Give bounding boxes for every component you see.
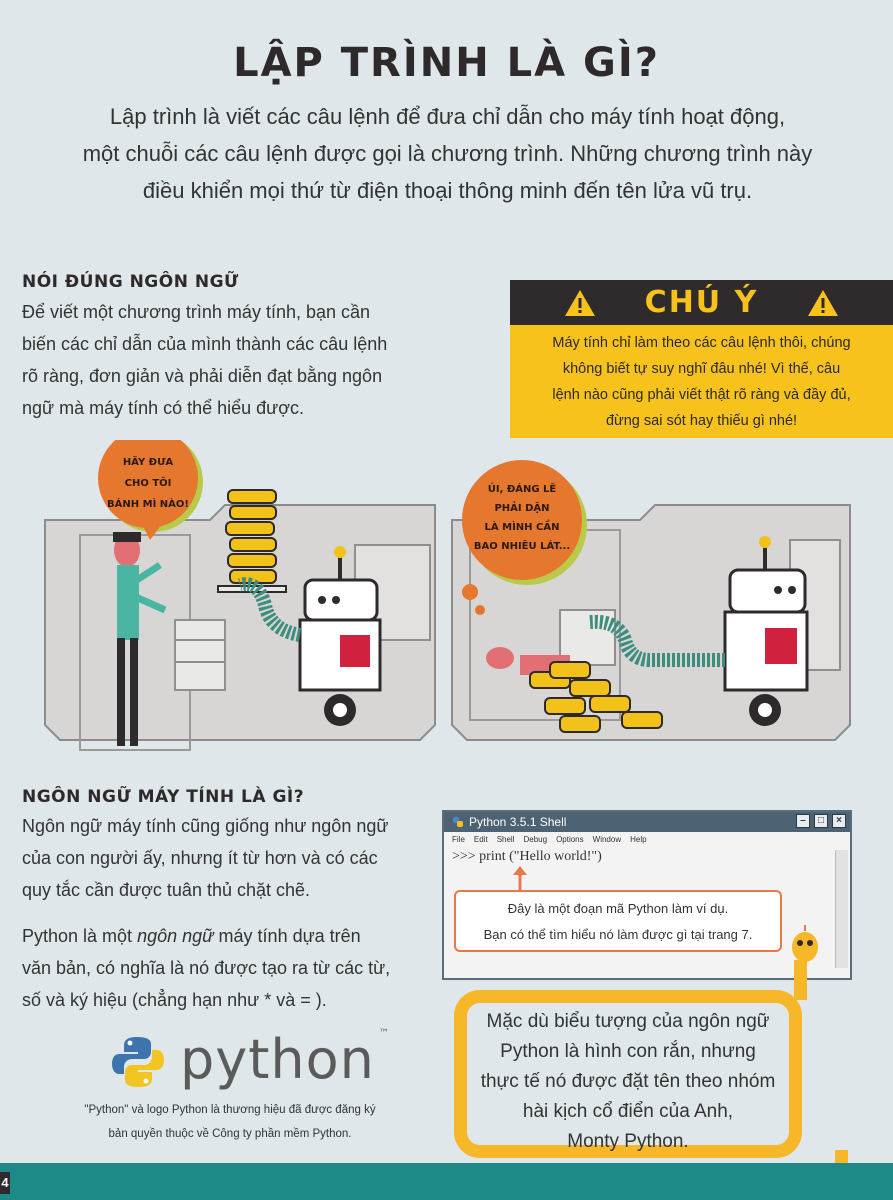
trademark-notice <box>30 1098 430 1146</box>
menu-window[interactable]: Window <box>592 835 622 844</box>
text-line: biến các chỉ dẫn của mình thành các câu lệnh <box>22 334 388 354</box>
text-line: số và ký hiệu (chẳng hạn như * và = ). <box>22 990 327 1010</box>
menu-options[interactable]: Options <box>556 835 584 844</box>
intro-line: một chuỗi các câu lệnh được gọi là chương trình. Những chương trình này <box>82 141 813 166</box>
snake-head-icon <box>785 925 825 965</box>
menu-shell[interactable]: Shell <box>496 835 515 844</box>
text-line: Ngôn ngữ máy tính cũng giống như ngôn ngữ <box>22 816 389 836</box>
text-line: Python là hình con rắn, nhưng <box>500 1041 756 1062</box>
bubble-line: BAO NHIÊU LÁT... <box>473 541 571 552</box>
text-line: Monty Python. <box>567 1131 689 1152</box>
bubble-line: BÁNH MÌ NÀO! <box>107 499 189 510</box>
bubble-line: LÀ MÌNH CẦN <box>484 522 560 533</box>
shell-title: Python 3.5.1 Shell <box>469 815 567 829</box>
snake-note-box <box>454 990 802 1158</box>
text-line: Bạn có thể tìm hiểu nó làm được gì tại trang 7. <box>483 927 753 942</box>
close-button[interactable]: × <box>832 814 846 828</box>
shell-title-bar <box>444 812 850 832</box>
text-line: "Python" và logo Python là thương hiệu đã được đăng ký <box>84 1104 376 1116</box>
text-line: ngữ mà máy tính có thể hiểu được. <box>22 398 305 418</box>
shell-menu-bar <box>444 832 850 847</box>
snake-neck <box>794 960 807 1000</box>
callout-arrow-icon <box>512 866 528 892</box>
text-line: thực tế nó được đặt tên theo nhóm <box>480 1071 776 1092</box>
menu-file[interactable]: File <box>452 835 465 844</box>
section-heading-computer-language: NGÔN NGỮ MÁY TÍNH LÀ GÌ? <box>22 787 305 807</box>
warning-note-text <box>510 325 893 439</box>
warning-note-title: CHÚ Ý <box>644 285 759 320</box>
intro-paragraph <box>40 98 855 209</box>
python-icon <box>452 816 464 828</box>
italic-term: ngôn ngữ <box>137 926 214 946</box>
shell-scrollbar[interactable] <box>835 850 848 968</box>
text-line: của con người ấy, nhưng ít từ hơn và có các <box>22 848 378 868</box>
warning-icon <box>563 288 597 318</box>
page-title: LẬP TRÌNH LÀ GÌ? <box>233 40 660 86</box>
text-line: bản quyền thuộc về Công ty phần mềm Python. <box>108 1128 352 1140</box>
text-line: quy tắc cần được tuân thủ chặt chẽ. <box>22 880 311 900</box>
text-line: Máy tính chỉ làm theo các câu lệnh thôi, chúng <box>552 335 851 351</box>
bubble-line: HÃY ĐƯA <box>122 457 174 468</box>
python-wordmark <box>180 1028 390 1091</box>
text-line: rõ ràng, đơn giản và phải diễn đạt bằng ngôn <box>22 366 383 386</box>
section1-text <box>22 296 462 424</box>
intro-line: điều khiển mọi thứ từ điện thoại thông minh đến tên lửa vũ trụ. <box>142 178 753 203</box>
text-line <box>22 920 442 952</box>
text-span: Python là một <box>22 926 138 946</box>
bubble-line: PHẢI DẶN <box>494 503 550 514</box>
python-word: python <box>180 1028 375 1091</box>
paragraph <box>22 810 442 906</box>
maximize-button[interactable]: □ <box>814 814 828 828</box>
bubble-line: CHO TÔI <box>124 478 172 489</box>
text-span: máy tính dựa trên <box>213 926 361 946</box>
intro-line: Lập trình là viết các câu lệnh để đưa chỉ dẫn cho máy tính hoạt động, <box>109 104 786 129</box>
warning-note-box <box>510 280 893 438</box>
warning-note-header <box>510 280 893 325</box>
page-number: 4 <box>0 1172 10 1194</box>
trademark-symbol: ™ <box>378 1028 390 1039</box>
footer-band <box>0 1163 893 1200</box>
text-line: Đây là một đoạn mã Python làm ví dụ. <box>507 901 729 916</box>
section-heading-speak-language: NÓI ĐÚNG NGÔN NGỮ <box>22 272 239 292</box>
code-callout-box <box>454 890 782 952</box>
speech-bubble-1-text <box>103 452 193 515</box>
paragraph <box>22 920 442 1016</box>
text-line: hài kịch cổ điển của Anh, <box>522 1101 734 1122</box>
menu-debug[interactable]: Debug <box>523 835 548 844</box>
python-logo-icon <box>110 1034 166 1090</box>
text-line: Mặc dù biểu tượng của ngôn ngữ <box>486 1011 770 1032</box>
bubble-line: ÚI, ĐÁNG LẼ <box>487 484 557 495</box>
text-line: không biết tự suy nghĩ đâu nhé! Vì thế, câu <box>562 361 841 377</box>
text-line: Để viết một chương trình máy tính, bạn cần <box>22 302 371 322</box>
text-line: văn bản, có nghĩa là nó được tạo ra từ các từ, <box>22 958 391 978</box>
minimize-button[interactable]: – <box>796 814 810 828</box>
menu-help[interactable]: Help <box>630 835 647 844</box>
text-line: đừng sai sót hay thiếu gì nhé! <box>605 413 798 429</box>
text-line: lệnh nào cũng phải viết thật rõ ràng và đầy đủ, <box>552 387 851 403</box>
shell-code-line: >>> print ("Hello world!") <box>452 849 602 864</box>
menu-edit[interactable]: Edit <box>473 835 488 844</box>
section2-text <box>22 810 442 1030</box>
speech-bubble-2-text <box>467 480 577 556</box>
warning-icon <box>806 288 840 318</box>
